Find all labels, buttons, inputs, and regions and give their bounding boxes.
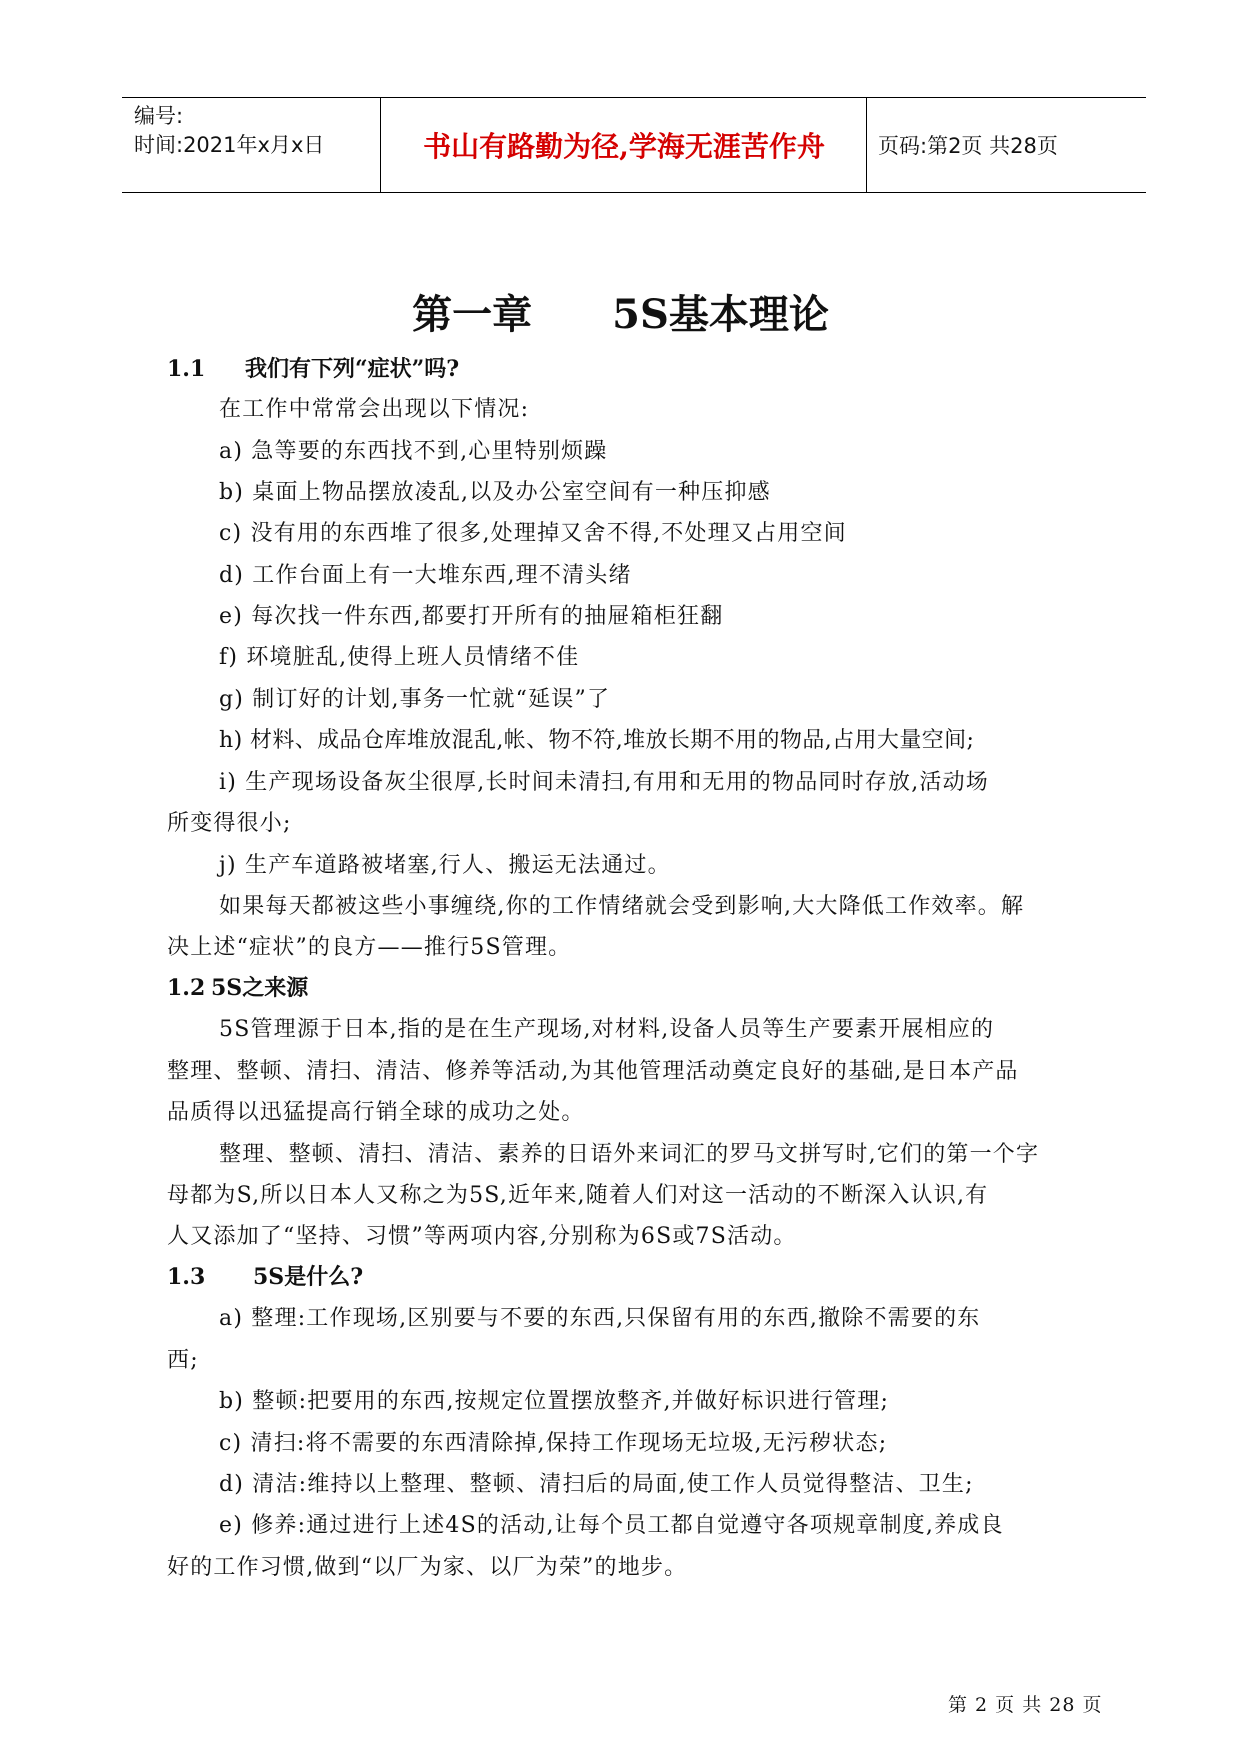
list-item: c) 没有用的东西堆了很多,处理掉又舍不得,不处理又占用空间 bbox=[219, 521, 847, 546]
section-heading bbox=[167, 1260, 363, 1291]
list-item: e) 每次找一件东西,都要打开所有的抽屉箱柜狂翻 bbox=[219, 604, 724, 629]
header-divider bbox=[380, 98, 381, 192]
list-item: e) 修养:通过进行上述4S的活动,让每个员工都自觉遵守各项规章制度,养成良 bbox=[219, 1513, 1004, 1538]
list-item: a) 整理:工作现场,区别要与不要的东西,只保留有用的东西,撤除不需要的东 bbox=[219, 1306, 981, 1331]
paragraph-line: 人又添加了“坚持、习惯”等两项内容,分别称为6S或7S活动。 bbox=[167, 1224, 797, 1249]
list-item: f) 环境脏乱,使得上班人员情绪不佳 bbox=[219, 645, 580, 670]
list-item: b) 桌面上物品摆放凌乱,以及办公室空间有一种压抑感 bbox=[219, 480, 771, 505]
page-header bbox=[122, 97, 1146, 193]
section-number: 1.2 bbox=[167, 975, 206, 1001]
list-item-continuation: 所变得很小; bbox=[167, 811, 292, 836]
section-number: 1.3 bbox=[167, 1264, 206, 1290]
chapter-title bbox=[0, 288, 1241, 342]
header-divider bbox=[866, 98, 867, 192]
chapter-number: 第一章 bbox=[412, 291, 533, 338]
header-page-code: 页码:第2页 共28页 bbox=[878, 134, 1058, 158]
list-item: d) 工作台面上有一大堆东西,理不清头绪 bbox=[219, 563, 632, 588]
paragraph-line: 决上述“症状”的良方——推行5S管理。 bbox=[167, 935, 572, 960]
chapter-name: 5S基本理论 bbox=[612, 291, 829, 338]
section-title: 我们有下列“症状”吗? bbox=[245, 356, 460, 382]
list-item: a) 急等要的东西找不到,心里特别烦躁 bbox=[219, 439, 608, 464]
paragraph-line: 5S管理源于日本,指的是在生产现场,对材料,设备人员等生产要素开展相应的 bbox=[219, 1017, 995, 1042]
list-item: h) 材料、成品仓库堆放混乱,帐、物不符,堆放长期不用的物品,占用大量空间; bbox=[219, 728, 975, 753]
paragraph-line: 品质得以迅猛提高行销全球的成功之处。 bbox=[167, 1100, 585, 1125]
section-number: 1.1 bbox=[167, 356, 206, 382]
list-item-continuation: 西; bbox=[167, 1348, 199, 1373]
list-item: i) 生产现场设备灰尘很厚,长时间未清扫,有用和无用的物品同时存放,活动场 bbox=[219, 770, 989, 795]
date-label: 时间:2021年x月x日 bbox=[134, 133, 325, 157]
list-item: b) 整顿:把要用的东西,按规定位置摆放整齐,并做好标识进行管理; bbox=[219, 1389, 890, 1414]
header-meta bbox=[134, 102, 384, 160]
header-motto: 书山有路勤为径,学海无涯苦作舟 bbox=[423, 130, 825, 163]
paragraph-line: 整理、整顿、清扫、清洁、修养等活动,为其他管理活动奠定良好的基础,是日本产品 bbox=[167, 1059, 1019, 1084]
section-title: 5S之来源 bbox=[211, 975, 309, 1001]
list-item: g) 制订好的计划,事务一忙就“延误”了 bbox=[219, 687, 611, 712]
paragraph-line: 在工作中常常会出现以下情况: bbox=[219, 397, 530, 422]
serial-label: 编号: bbox=[134, 104, 184, 128]
page-footer: 第 2 页 共 28 页 bbox=[948, 1694, 1103, 1716]
list-item: j) 生产车道路被堵塞,行人、搬运无法通过。 bbox=[219, 853, 671, 878]
section-title: 5S是什么? bbox=[253, 1264, 364, 1290]
paragraph-line: 母都为S,所以日本人又称之为5S,近年来,随着人们对这一活动的不断深入认识,有 bbox=[167, 1183, 989, 1208]
section-heading bbox=[167, 971, 308, 1002]
paragraph-line: 如果每天都被这些小事缠绕,你的工作情绪就会受到影响,大大降低工作效率。解 bbox=[219, 894, 1025, 919]
list-item: c) 清扫:将不需要的东西清除掉,保持工作现场无垃圾,无污秽状态; bbox=[219, 1431, 888, 1456]
section-heading bbox=[167, 352, 459, 383]
list-item: d) 清洁:维持以上整理、整顿、清扫后的局面,使工作人员觉得整洁、卫生; bbox=[219, 1472, 974, 1497]
paragraph-line: 整理、整顿、清扫、清洁、素养的日语外来词汇的罗马文拼写时,它们的第一个字 bbox=[219, 1142, 1040, 1167]
list-item-continuation: 好的工作习惯,做到“以厂为家、以厂为荣”的地步。 bbox=[167, 1555, 688, 1580]
